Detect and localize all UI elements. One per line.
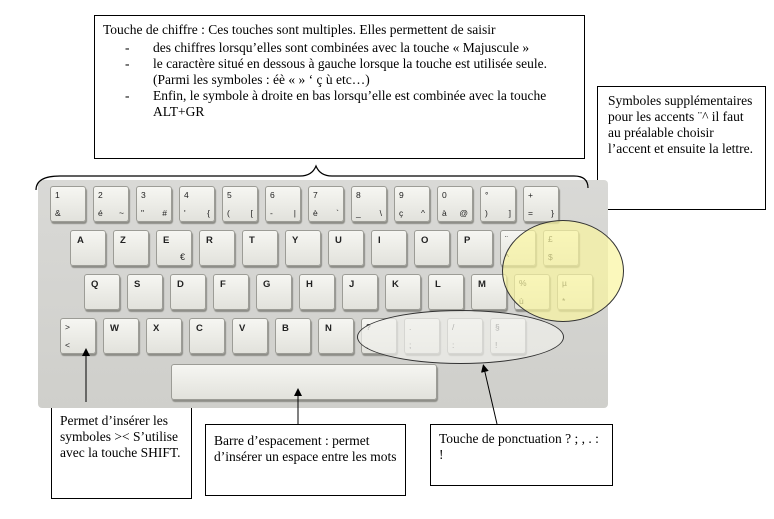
key-letter: O <box>421 235 429 246</box>
punctuation-highlight <box>357 310 564 364</box>
digit-keys-callout <box>94 15 585 159</box>
key-y[interactable] <box>285 230 321 266</box>
accents-callout: Symboles supplémentaires pour les accents ¨^ il faut au préalable choisir l’accent et ensuite la lettre. <box>597 86 766 210</box>
key-altgr-symbol: # <box>162 208 167 218</box>
key-bottom-symbol: < <box>65 340 70 350</box>
key-letter: J <box>349 279 355 290</box>
key-n[interactable] <box>318 318 354 354</box>
key-bottom-symbol: à <box>442 208 447 218</box>
key-letter: U <box>335 235 342 246</box>
key-v[interactable] <box>232 318 268 354</box>
key-2[interactable] <box>93 186 129 222</box>
key-altgr-symbol: \ <box>379 208 382 218</box>
key-top-symbol: 3 <box>141 190 146 200</box>
key-top-symbol: 9 <box>399 190 404 200</box>
key-letter: V <box>239 323 246 334</box>
key-l[interactable] <box>428 274 464 310</box>
key-m[interactable] <box>471 274 507 310</box>
key-altgr-symbol: ] <box>508 208 511 218</box>
key-a[interactable] <box>70 230 106 266</box>
key-top-symbol: 5 <box>227 190 232 200</box>
key-1[interactable] <box>50 186 86 222</box>
key-altgr-symbol: ^ <box>421 208 425 218</box>
key-bottom-symbol: ' <box>184 208 186 218</box>
key-letter: F <box>220 279 226 290</box>
key-i[interactable] <box>371 230 407 266</box>
key-°[interactable] <box>480 186 516 222</box>
key-h[interactable] <box>299 274 335 310</box>
key-b[interactable] <box>275 318 311 354</box>
key-u[interactable] <box>328 230 364 266</box>
key-w[interactable] <box>103 318 139 354</box>
key-o[interactable] <box>414 230 450 266</box>
key-bottom-symbol: ( <box>227 208 230 218</box>
key-letter: Y <box>292 235 299 246</box>
key-top-symbol: 6 <box>270 190 275 200</box>
key-j[interactable] <box>342 274 378 310</box>
key-x[interactable] <box>146 318 182 354</box>
key-top-symbol: + <box>528 190 533 200</box>
key-4[interactable] <box>179 186 215 222</box>
key-c[interactable] <box>189 318 225 354</box>
key-top-symbol: 7 <box>313 190 318 200</box>
key-letter: Z <box>120 235 126 246</box>
key-letter: R <box>206 235 213 246</box>
key-letter: Q <box>91 279 99 290</box>
key-altgr-symbol: @ <box>459 208 468 218</box>
key-top-symbol: 2 <box>98 190 103 200</box>
key-d[interactable] <box>170 274 206 310</box>
key-bottom-symbol: & <box>55 208 61 218</box>
key-top-symbol: 8 <box>356 190 361 200</box>
key-letter: T <box>249 235 255 246</box>
key-q[interactable] <box>84 274 120 310</box>
key-s[interactable] <box>127 274 163 310</box>
key-9[interactable] <box>394 186 430 222</box>
key-t[interactable] <box>242 230 278 266</box>
list-item: - Enfin, le symbole à droite en bas lorsqu’elle est combinée avec la touche ALT+GR <box>103 88 576 120</box>
key-bottom-symbol: - <box>270 208 273 218</box>
key-8[interactable] <box>351 186 387 222</box>
key-0[interactable] <box>437 186 473 222</box>
key-letter: S <box>134 279 141 290</box>
key-k[interactable] <box>385 274 421 310</box>
key-letter: G <box>263 279 271 290</box>
key-z[interactable] <box>113 230 149 266</box>
key-bottom-symbol: ç <box>399 208 404 218</box>
key-e[interactable] <box>156 230 192 266</box>
key-bottom-symbol: _ <box>356 208 361 218</box>
key-letter: H <box>306 279 313 290</box>
key-r[interactable] <box>199 230 235 266</box>
key-p[interactable] <box>457 230 493 266</box>
space-bar-key[interactable] <box>171 364 437 400</box>
key-bottom-symbol: = <box>528 208 533 218</box>
key-altgr-symbol: [ <box>250 208 253 218</box>
key-g[interactable] <box>256 274 292 310</box>
key-letter: E <box>163 235 170 246</box>
key-top-symbol: ¨ <box>505 234 508 244</box>
key-letter: M <box>478 279 486 290</box>
key-bottom-symbol: è <box>313 208 318 218</box>
key-bottom-symbol: " <box>141 208 145 218</box>
key-5[interactable] <box>222 186 258 222</box>
key-altgr-symbol: ~ <box>119 208 124 218</box>
key-angle-brackets[interactable] <box>60 318 96 354</box>
key-+[interactable] <box>523 186 559 222</box>
list-item: - le caractère situé en dessous à gauche lorsque la touche est utilisée seule. (Parmi les symboles : éè « » ‘ ç ù etc…) <box>103 56 576 88</box>
key-altgr-symbol: } <box>551 208 554 218</box>
punctuation-callout: Touche de ponctuation ? ; , . : ! <box>430 424 613 486</box>
key-letter: P <box>464 235 471 246</box>
key-3[interactable] <box>136 186 172 222</box>
key-altgr-symbol: ` <box>336 208 339 218</box>
key-top-symbol: 4 <box>184 190 189 200</box>
key-altgr-symbol: { <box>207 208 210 218</box>
key-top-symbol: ° <box>485 190 489 200</box>
digit-keys-heading: Touche de chiffre : Ces touches sont multiples. Elles permettent de saisir <box>103 22 496 37</box>
shift-symbols-callout: Permet d’insérer les symboles >< S’utilise avec la touche SHIFT. <box>51 402 192 499</box>
key-top-symbol: 0 <box>442 190 447 200</box>
key-bottom-symbol: é <box>98 208 103 218</box>
key-6[interactable] <box>265 186 301 222</box>
key-top-symbol: 1 <box>55 190 60 200</box>
key-f[interactable] <box>213 274 249 310</box>
list-item: - des chiffres lorsqu’elles sont combinées avec la touche « Majuscule » <box>103 40 576 56</box>
key-letter: D <box>177 279 184 290</box>
accents-highlight <box>502 220 624 322</box>
euro-symbol: € <box>179 252 185 262</box>
key-altgr-symbol: | <box>293 208 296 218</box>
space-bar-callout: Barre d’espacement : permet d’insérer un espace entre les mots <box>205 424 406 496</box>
key-letter: I <box>378 235 381 246</box>
digit-keys-list <box>103 40 576 120</box>
key-letter: B <box>282 323 289 334</box>
key-letter: C <box>196 323 203 334</box>
key-letter: N <box>325 323 332 334</box>
key-letter: W <box>110 323 119 334</box>
key-letter: X <box>153 323 160 334</box>
key-letter: K <box>392 279 399 290</box>
key-7[interactable] <box>308 186 344 222</box>
key-letter: L <box>435 279 441 290</box>
key-bottom-symbol: ) <box>485 208 488 218</box>
key-top-symbol: > <box>65 322 70 332</box>
key-letter: A <box>77 235 84 246</box>
